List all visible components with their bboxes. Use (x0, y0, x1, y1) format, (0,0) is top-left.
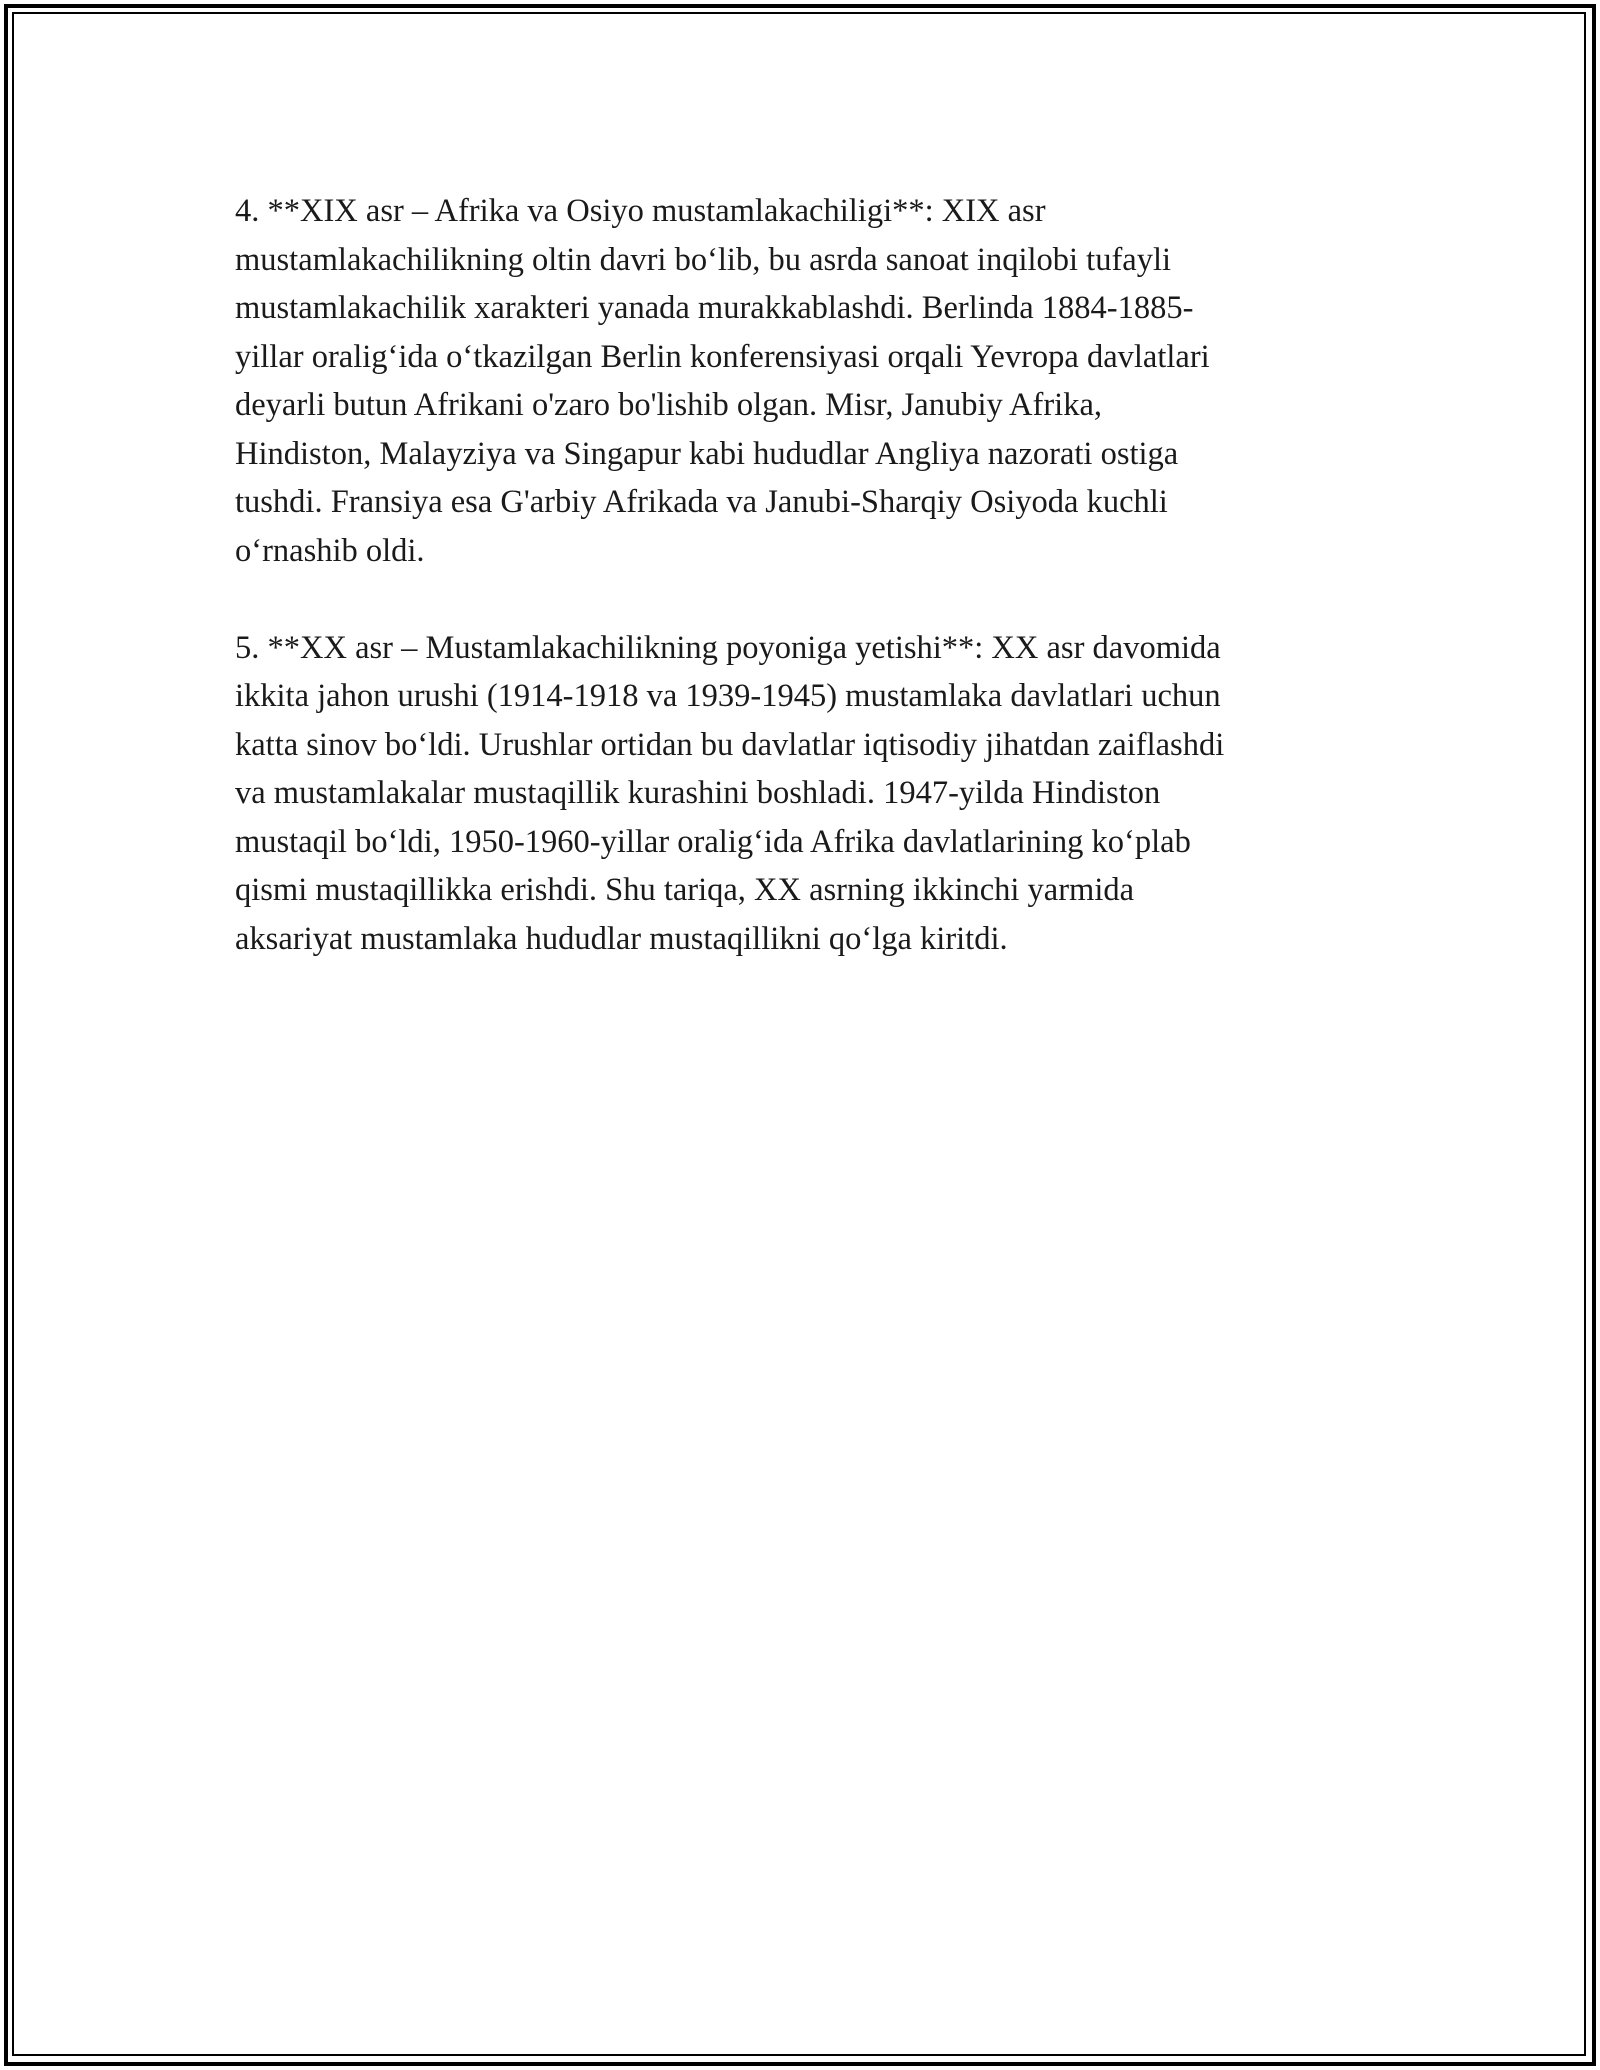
document-body (235, 187, 1365, 963)
text-line: ikkita jahon urushi (1914-1918 va 1939-1945) mustamlaka davlatlari uchun (235, 678, 1221, 714)
text-line: mustaqil bo‘ldi, 1950-1960-yillar oralig‘ida Afrika davlatlarining ko‘plab (235, 823, 1191, 860)
text-line: tushdi. Fransiya esa G'arbiy Afrikada va Janubi-Sharqiy Osiyoda kuchli (235, 484, 1168, 520)
text-line: 5. **XX asr – Mustamlakachilikning poyoniga yetishi**: XX asr davomida (235, 629, 1221, 666)
text-line: mustamlakachilik xarakteri yanada murakkablashdi. Berlinda 1884-1885- (235, 290, 1194, 326)
paragraph-5-end-of-colonialism-20th-century (235, 624, 1365, 964)
text-line: yillar oralig‘ida o‘tkazilgan Berlin konferensiyasi orqali Yevropa davlatlari (235, 338, 1210, 375)
text-line: Hindiston, Malayziya va Singapur kabi hududlar Angliya nazorati ostiga (235, 435, 1179, 472)
text-line: qismi mustaqillikka erishdi. Shu tariqa, XX asrning ikkinchi yarmida (235, 872, 1135, 908)
text-line: va mustamlakalar mustaqillik kurashini boshladi. 1947-yilda Hindiston (235, 775, 1161, 811)
text-line: o‘rnashib oldi. (235, 532, 425, 569)
text-line: deyarli butun Afrikani o'zaro bo'lishib olgan. Misr, Janubiy Afrika, (235, 387, 1102, 423)
paragraph-4-colonialism-19th-century (235, 187, 1365, 575)
text-line: 4. **XIX asr – Afrika va Osiyo mustamlakachiligi**: XIX asr (235, 193, 1046, 229)
text-line: mustamlakachilikning oltin davri bo‘lib, bu asrda sanoat inqilobi tufayli (235, 241, 1172, 278)
text-line: katta sinov bo‘ldi. Urushlar ortidan bu davlatlar iqtisodiy jihatdan zaiflashdi (235, 726, 1225, 763)
text-line: aksariyat mustamlaka hududlar mustaqillikni qo‘lga kiritdi. (235, 920, 1008, 957)
